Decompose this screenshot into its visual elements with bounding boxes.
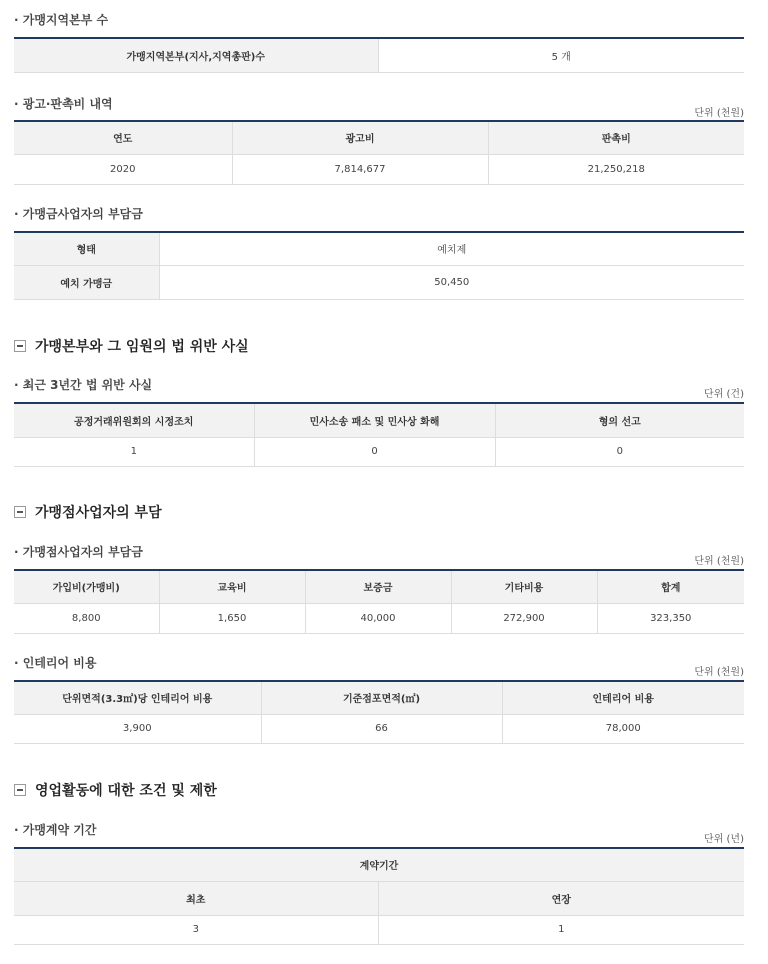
fee-type-value: 예치제 bbox=[159, 232, 744, 265]
ad-advertising: 7,814,677 bbox=[232, 154, 488, 184]
ad-year: 2020 bbox=[14, 154, 232, 184]
interior-cost: 78,000 bbox=[502, 714, 744, 743]
violation-criminal: 0 bbox=[495, 437, 744, 466]
interior-store-area: 66 bbox=[261, 714, 502, 743]
fee-header-total: 합계 bbox=[597, 570, 744, 603]
table-row bbox=[14, 714, 744, 743]
collapse-icon[interactable] bbox=[14, 784, 26, 796]
fee-total: 323,350 bbox=[597, 603, 744, 633]
violation-table bbox=[14, 402, 744, 467]
franchise-fee-table bbox=[14, 231, 744, 300]
violation-header-ftc: 공정거래위원회의 시정조치 bbox=[14, 403, 254, 437]
table-row bbox=[14, 915, 744, 944]
table-row bbox=[14, 603, 744, 633]
interior-header-cost: 인테리어 비용 bbox=[502, 681, 744, 714]
franchisee-fee-unit: 단위 (천원) bbox=[694, 556, 744, 567]
contract-initial: 3 bbox=[14, 915, 378, 944]
table-row bbox=[14, 232, 744, 265]
violation-civil: 0 bbox=[254, 437, 495, 466]
regional-hq-value: 5 개 bbox=[378, 38, 744, 72]
law-violation-section-title bbox=[14, 336, 249, 356]
ad-promotion: 21,250,218 bbox=[488, 154, 744, 184]
contract-period-unit: 단위 (년) bbox=[704, 834, 744, 845]
interior-heading: · 인테리어 비용 bbox=[14, 656, 97, 670]
fee-header-education: 교육비 bbox=[159, 570, 305, 603]
fee-education: 1,650 bbox=[159, 603, 305, 633]
franchisee-fee-title: 가맹점사업자의 부담금 bbox=[22, 545, 143, 559]
interior-title: 인테리어 비용 bbox=[22, 656, 97, 670]
interior-table bbox=[14, 680, 744, 744]
contract-extension: 1 bbox=[378, 915, 744, 944]
violation-header-civil: 민사소송 패소 및 민사상 화해 bbox=[254, 403, 495, 437]
interior-per-area: 3,900 bbox=[14, 714, 261, 743]
deposit-fee-value: 50,450 bbox=[159, 265, 744, 299]
regional-hq-label: 가맹지역본부(지사,지역총판)수 bbox=[14, 38, 378, 72]
table-row bbox=[14, 265, 744, 299]
franchise-fee-title: 가맹금사업자의 부담금 bbox=[22, 207, 143, 221]
franchisee-burden-section-title bbox=[14, 502, 162, 522]
fee-join: 8,800 bbox=[14, 603, 159, 633]
business-restriction-section-label: 영업활동에 대한 조건 및 제한 bbox=[35, 783, 217, 799]
table-row bbox=[14, 437, 744, 466]
deposit-fee-label: 예치 가맹금 bbox=[14, 265, 159, 299]
ad-header-year: 연도 bbox=[14, 121, 232, 154]
collapse-icon[interactable] bbox=[14, 340, 26, 352]
interior-header-store-area: 기준점포면적(㎡) bbox=[261, 681, 502, 714]
violation-unit: 단위 (건) bbox=[704, 389, 744, 400]
franchisee-fee-table bbox=[14, 569, 744, 634]
fee-type-label: 형태 bbox=[14, 232, 159, 265]
contract-header-initial: 최초 bbox=[14, 881, 378, 915]
ad-expense-heading: · 광고·판촉비 내역 bbox=[14, 97, 113, 111]
violation-ftc: 1 bbox=[14, 437, 254, 466]
franchisee-burden-section-label: 가맹점사업자의 부담 bbox=[35, 505, 162, 521]
business-restriction-section-title bbox=[14, 780, 217, 800]
fee-header-join: 가입비(가맹비) bbox=[14, 570, 159, 603]
table-row bbox=[14, 154, 744, 184]
interior-unit: 단위 (천원) bbox=[694, 667, 744, 678]
regional-hq-table bbox=[14, 37, 744, 73]
law-violation-section-label: 가맹본부와 그 임원의 법 위반 사실 bbox=[35, 339, 249, 355]
regional-hq-count-heading: · 가맹지역본부 수 bbox=[14, 13, 109, 27]
collapse-icon[interactable] bbox=[14, 506, 26, 518]
contract-period-table bbox=[14, 847, 744, 945]
contract-period-group-header: 계약기간 bbox=[14, 848, 744, 881]
ad-expense-title: 광고·판촉비 내역 bbox=[22, 97, 113, 111]
ad-header-promotion: 판촉비 bbox=[488, 121, 744, 154]
contract-period-heading: · 가맹계약 기간 bbox=[14, 823, 97, 837]
contract-header-extension: 연장 bbox=[378, 881, 744, 915]
violation-heading: · 최근 3년간 법 위반 사실 bbox=[14, 378, 153, 392]
fee-header-deposit: 보증금 bbox=[305, 570, 451, 603]
violation-title: 최근 3년간 법 위반 사실 bbox=[22, 378, 153, 392]
fee-deposit: 40,000 bbox=[305, 603, 451, 633]
interior-header-per-area: 단위면적(3.3㎡)당 인테리어 비용 bbox=[14, 681, 261, 714]
ad-header-advertising: 광고비 bbox=[232, 121, 488, 154]
franchisee-fee-heading: · 가맹점사업자의 부담금 bbox=[14, 545, 143, 559]
fee-header-other: 기타비용 bbox=[451, 570, 597, 603]
fee-other: 272,900 bbox=[451, 603, 597, 633]
ad-expense-unit: 단위 (천원) bbox=[694, 108, 744, 119]
violation-header-criminal: 형의 선고 bbox=[495, 403, 744, 437]
franchise-fee-heading: · 가맹금사업자의 부담금 bbox=[14, 207, 143, 221]
regional-hq-count-title: 가맹지역본부 수 bbox=[22, 13, 109, 27]
ad-expense-table bbox=[14, 120, 744, 185]
contract-period-title: 가맹계약 기간 bbox=[22, 823, 97, 837]
